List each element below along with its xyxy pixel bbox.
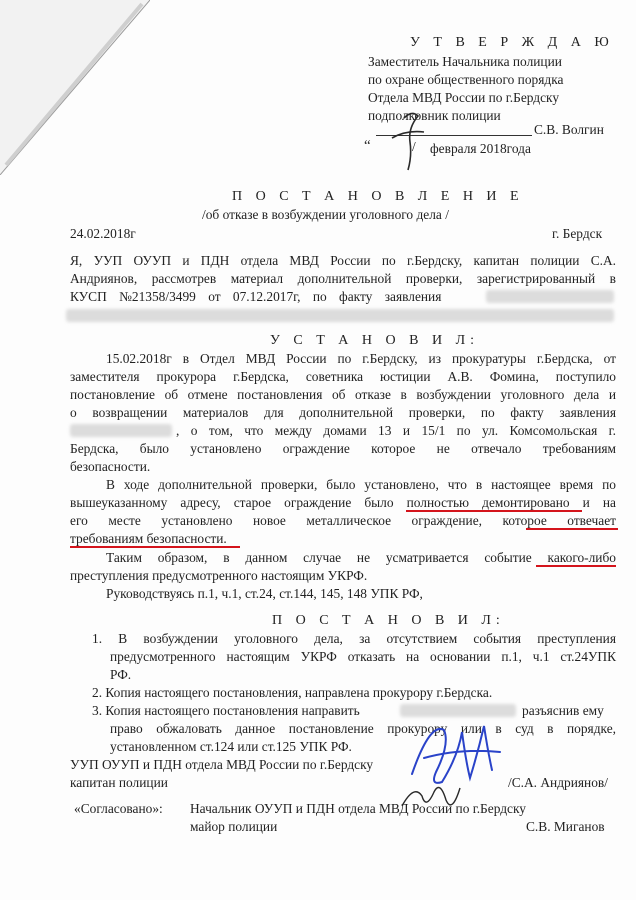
paragraph-line: Руководствуясь п.1, ч.1, ст.24, ст.144, 145, 148 УПК РФ, (106, 586, 423, 601)
resolved-item: право обжаловать данное постановление прокурору или в суд в порядке, (110, 721, 616, 736)
paragraph-line: о возвращении материалов для дополнительной проверки, по факту заявления (70, 405, 616, 420)
approval-line: подполковник полиции (368, 108, 501, 123)
intro-line: Я, УУП ОУУП и ПДН отдела МВД России по г.Бердску, капитан полиции С.А. (70, 253, 616, 268)
document-city: г. Бердск (552, 226, 603, 241)
paragraph-line: вышеуказанному адресу, старое ограждение было полностью демонтировано и на (70, 495, 616, 510)
page-fold-corner (0, 0, 150, 175)
chief-name: С.В. Миганов (526, 819, 605, 834)
chief-signature (396, 776, 466, 822)
established-heading: У С Т А Н О В И Л: (270, 333, 479, 348)
approval-date-day: / (412, 139, 416, 154)
paragraph-line: , о том, что между домами 13 и 15/1 по ул. Комсомольская г. (176, 423, 616, 438)
paragraph-line: Бердска, было установлено ограждение которое не отвечало требованиям (70, 441, 616, 456)
resolved-item: 2. Копия настоящего постановления, направлена прокурору г.Бердска. (92, 685, 493, 700)
paragraph-line: Таким образом, в данном случае не усматривается событие какого-либо (106, 550, 616, 565)
paragraph-line: требованиям безопасности. (70, 531, 227, 546)
intro-line: КУСП №21358/3499 от 07.12.2017г, по факту заявления (70, 289, 442, 304)
approval-line: Отдела МВД России по г.Бердску (368, 90, 560, 105)
approval-line: по охране общественного порядка (368, 72, 564, 87)
resolved-item: разъяснив ему (522, 703, 604, 718)
resolved-item: установленном ст.124 или ст.125 УПК РФ. (110, 739, 352, 754)
paragraph-line: преступления предусмотренного настоящим УКРФ. (70, 568, 368, 583)
officer-rank: капитан полиции (70, 775, 168, 790)
intro-line: Андриянов, рассмотрев материал дополнительной проверки, зарегистрированный в (70, 271, 616, 286)
red-underline (536, 565, 616, 567)
paragraph-line: 15.02.2018г в Отдел МВД России по г.Бердску, из прокуратуры г.Бердска, от (106, 351, 616, 366)
paragraph-line: его месте установлено новое металлическое ограждение, которое отвечает (70, 513, 616, 528)
agreed-label: «Согласовано»: (74, 801, 163, 816)
resolved-item: предусмотренного настоящим УКРФ отказать на основании п.1, ч.1 ст.24УПК (110, 649, 616, 664)
document-title: П О С Т А Н О В Л Е Н И Е (232, 189, 524, 204)
approval-heading: У Т В Е Р Ж Д А Ю (410, 35, 614, 50)
paragraph-line: постановление об отмене постановления об отказе в возбуждении уголовного дела и (70, 387, 616, 402)
redacted-name (486, 290, 614, 303)
approval-line: Заместитель Начальника полиции (368, 54, 562, 69)
red-underline (406, 510, 582, 512)
redacted-line (66, 309, 614, 322)
resolved-item: 3. Копия настоящего постановления направить (92, 703, 360, 718)
paragraph-line: В ходе дополнительной проверки, было установлено, что в настоящее время по (106, 477, 616, 492)
officer-position: УУП ОУУП и ПДН отдела МВД России по г.Бердску (70, 757, 374, 772)
approval-signer: С.В. Волгин (534, 122, 604, 137)
document-date: 24.02.2018г (70, 226, 136, 241)
resolved-heading: П О С Т А Н О В И Л: (272, 613, 505, 628)
red-underline (526, 528, 618, 530)
resolved-item: 1. В возбуждении уголовного дела, за отсутствием события преступления (92, 631, 616, 646)
document-subtitle: /об отказе в возбуждении уголовного дела / (202, 207, 449, 222)
approval-date: февраля 2018года (430, 141, 531, 156)
paragraph-line: заместителя прокурора г.Бердска, советника юстиции А.В. Фомина, поступило (70, 369, 616, 384)
officer-name: /С.А. Андриянов/ (508, 775, 608, 790)
approval-date-quote: “ (364, 138, 371, 154)
chief-position: Начальник ОУУП и ПДН отдела МВД России по г.Бердску (190, 801, 526, 816)
resolved-item: РФ. (110, 667, 132, 682)
redacted-name (70, 424, 172, 437)
approval-signature-scribble (384, 108, 434, 174)
red-underline (70, 546, 240, 548)
paragraph-line: безопасности. (70, 459, 151, 474)
chief-rank: майор полиции (190, 819, 278, 834)
